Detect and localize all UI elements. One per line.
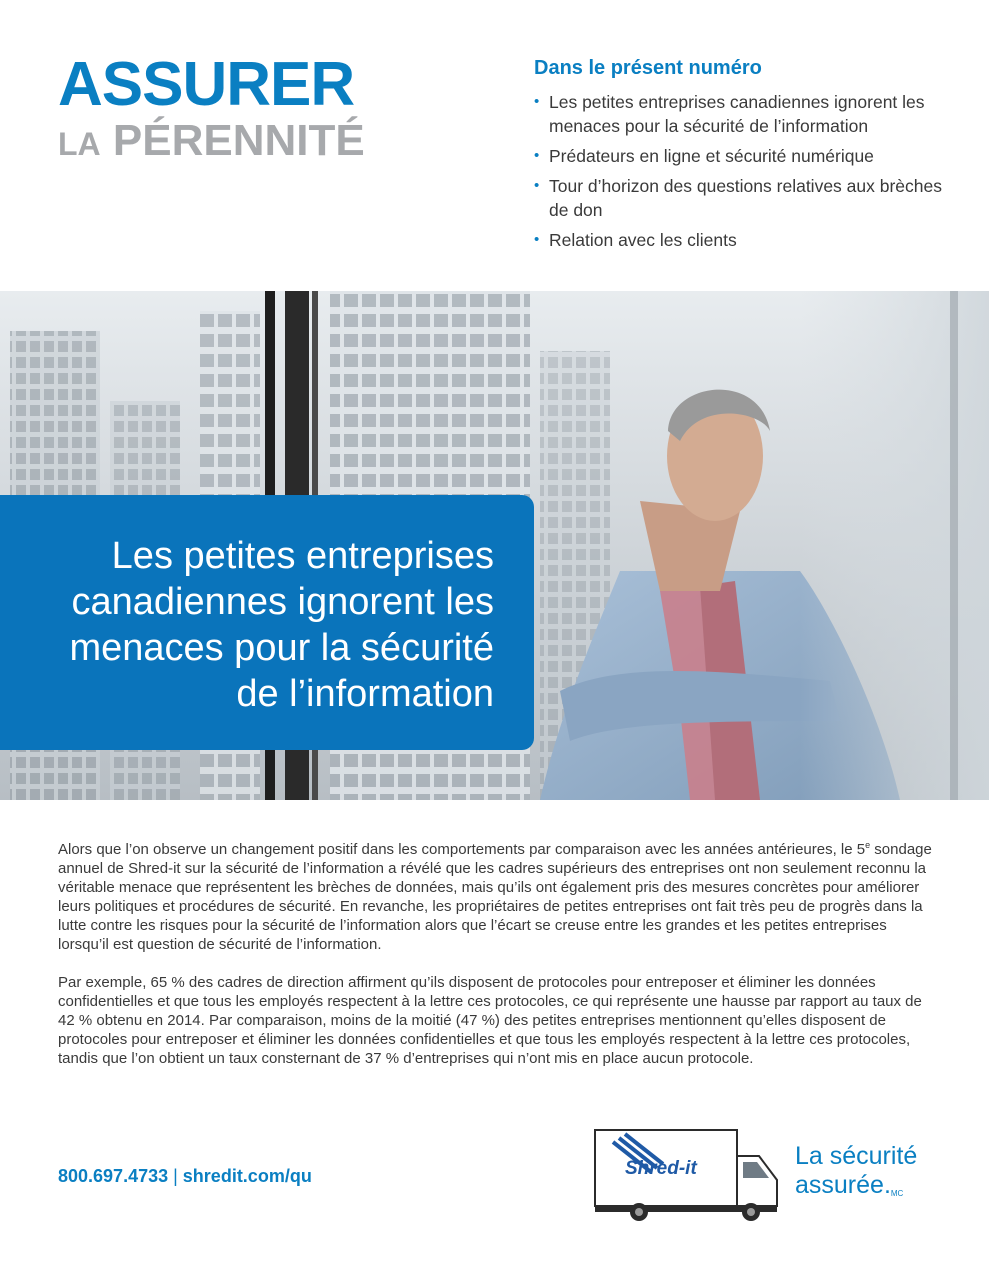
toc-item — [534, 90, 954, 138]
tagline-line-2 — [795, 1171, 917, 1200]
toc-item-text: Relation avec les clients — [549, 230, 737, 250]
bullet-icon: • — [534, 177, 540, 194]
feature-title: Les petites entreprises canadiennes ignorent les menaces pour la sécurité de l’information — [69, 535, 494, 715]
masthead-line-1: ASSURER — [58, 50, 355, 119]
website-link[interactable]: shredit.com/qu — [182, 1166, 312, 1186]
trademark-mark: MC — [890, 1189, 904, 1198]
toc-item — [534, 144, 954, 168]
article-body — [58, 836, 936, 1087]
masthead-line-2-big: PÉRENNITÉ — [112, 116, 365, 165]
tagline-line-1: La sécurité — [795, 1142, 918, 1170]
paragraph-1-rest: sondage annuel de Shred-it sur la sécurité de l’information a révélé que les cadres supérieurs des entreprises ont non seulement reconnu la véritable menace que représentent les brèches de données, mais qu’ils ont également pris des mesures concrètes pour améliorer leurs politiques et procédures de sécurité. En revanche, les propriétaires de petites entreprises ont fait très peu de progrès dans la lutte contre les risques pour la sécurité de l’information alors que l’écart se creuse entre les grandes et les petites entreprises lorsqu’il est question de sécurité de l’information. — [58, 841, 932, 953]
bullet-icon: • — [534, 231, 540, 248]
toc-item — [534, 228, 954, 252]
toc-item-text: Les petites entreprises canadiennes ignorent les menaces pour la sécurité de l’information — [549, 92, 925, 136]
contact-separator: | — [173, 1166, 178, 1186]
article-paragraph: Par exemple, 65 % des cadres de direction affirment qu’ils disposent de protocoles pour entreposer et éliminer les données confidentielles et que tous les employés respectent à la lettre ces protocoles, ce qui représente une hausse par rapport au taux de 42 % obtenu en 2014. Par comparaison, moins de la moitié (47 %) des petites entreprises mentionnent qu’elles disposent de protocoles pour entreposer et éliminer les données confidentielles et que tous les employés respectent à la lettre ces protocoles, tandis que l’on obtient un taux consternant de 37 % d’entreprises qui n’ont mis en place aucun protocole. — [58, 974, 922, 1067]
toc-heading: Dans le présent numéro — [534, 57, 762, 79]
toc-item-text: Prédateurs en ligne et sécurité numérique — [549, 146, 874, 166]
toc-item-text: Tour d’horizon des questions relatives aux brèches de don — [549, 176, 942, 220]
bullet-icon: • — [534, 93, 540, 110]
article-paragraph — [58, 836, 936, 954]
tagline — [795, 1142, 917, 1200]
masthead-line-2-small: LA — [58, 126, 101, 162]
masthead-line-2 — [58, 118, 365, 167]
truck-brand-text: Shred-it — [625, 1158, 697, 1179]
contact-info — [58, 1166, 312, 1187]
feature-callout — [0, 495, 534, 750]
tagline-line-2-text: assurée. — [795, 1171, 891, 1199]
ordinal-superscript: e — [865, 840, 871, 850]
truck-logo-icon — [591, 1128, 783, 1224]
phone-number: 800.697.4733 — [58, 1166, 169, 1186]
table-of-contents — [534, 54, 954, 258]
toc-item — [534, 174, 954, 222]
masthead — [58, 50, 365, 167]
bullet-icon: • — [534, 147, 540, 164]
paragraph-1-start: Alors que l’on observe un changement positif dans les comportements par comparaison avec les années antérieures, le 5 — [58, 841, 866, 858]
toc-list — [534, 90, 954, 252]
